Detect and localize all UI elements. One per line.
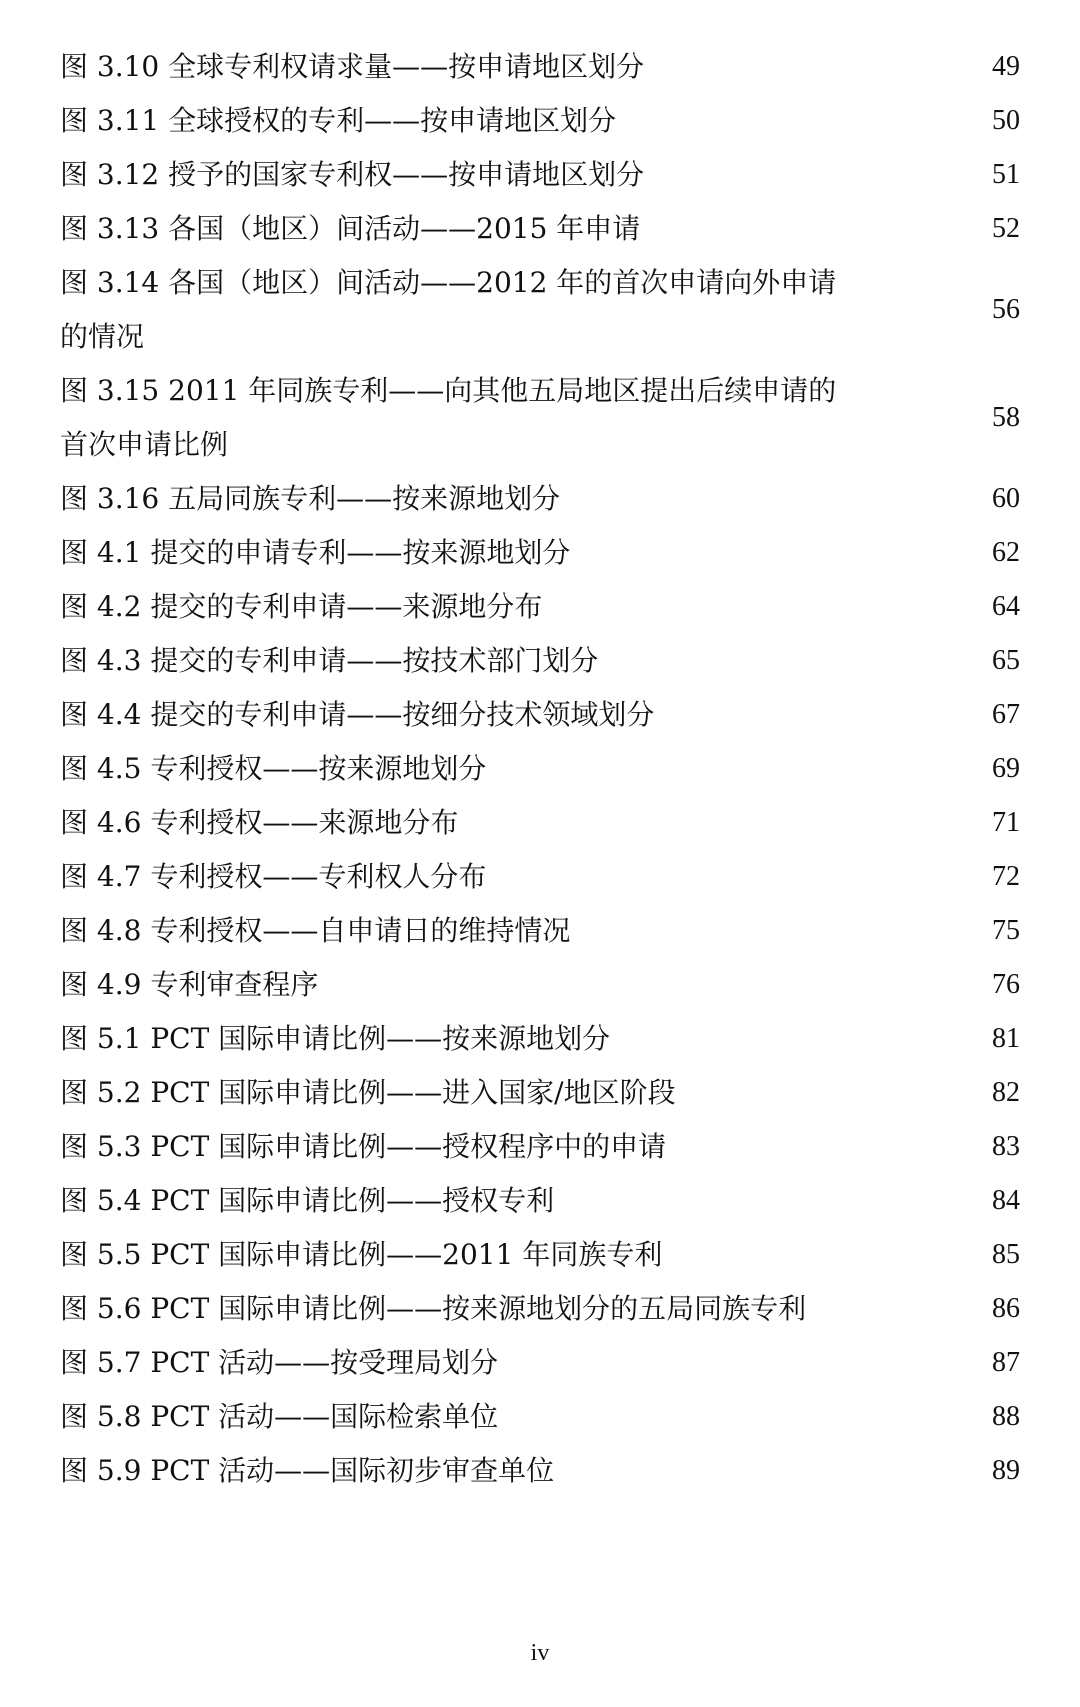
toc-item-label: 图 4.3 提交的专利申请——按技术部门划分 — [60, 644, 599, 677]
toc-item-page: 60 — [992, 483, 1020, 514]
toc-item[interactable] — [60, 1066, 1020, 1120]
toc-item[interactable] — [60, 796, 1020, 850]
toc-item[interactable] — [60, 1228, 1020, 1282]
toc-item-label: 图 3.16 五局同族专利——按来源地划分 — [60, 482, 561, 515]
toc-item-label: 图 3.10 全球专利权请求量——按申请地区划分 — [60, 50, 645, 83]
toc-item-page: 51 — [992, 159, 1020, 190]
toc-item[interactable] — [60, 1174, 1020, 1228]
toc-item-page: 75 — [992, 915, 1020, 946]
toc-item[interactable] — [60, 850, 1020, 904]
toc-item-label: 图 3.15 2011 年同族专利——向其他五局地区提出后续申请的首次申请比例 — [60, 374, 837, 461]
toc-item[interactable] — [60, 526, 1020, 580]
toc-item-label: 图 5.8 PCT 活动——国际检索单位 — [60, 1400, 499, 1433]
toc-item-page: 52 — [992, 213, 1020, 244]
toc-item[interactable] — [60, 1282, 1020, 1336]
toc-item-label: 图 5.4 PCT 国际申请比例——授权专利 — [60, 1184, 555, 1217]
toc-item-page: 72 — [992, 861, 1020, 892]
toc-item-page: 76 — [992, 969, 1020, 1000]
toc-item[interactable] — [60, 40, 1020, 94]
toc-item-label: 图 3.11 全球授权的专利——按申请地区划分 — [60, 104, 617, 137]
toc-item-page: 67 — [992, 699, 1020, 730]
toc-item-label: 图 5.1 PCT 国际申请比例——按来源地划分 — [60, 1022, 611, 1055]
toc-item-page: 69 — [992, 753, 1020, 784]
toc-item[interactable] — [60, 1390, 1020, 1444]
toc-item-label: 图 4.9 专利审查程序 — [60, 968, 319, 1001]
toc-item-page: 89 — [992, 1455, 1020, 1486]
toc-item[interactable] — [60, 148, 1020, 202]
toc-item-label: 图 5.5 PCT 国际申请比例——2011 年同族专利 — [60, 1238, 663, 1271]
toc-item-label: 图 5.9 PCT 活动——国际初步审查单位 — [60, 1454, 555, 1487]
toc-item[interactable] — [60, 256, 1020, 364]
toc-item-label: 图 4.1 提交的申请专利——按来源地划分 — [60, 536, 571, 569]
toc-item[interactable] — [60, 202, 1020, 256]
toc-item-page: 84 — [992, 1185, 1020, 1216]
toc-item[interactable] — [60, 1120, 1020, 1174]
toc-item[interactable] — [60, 364, 1020, 472]
toc-item-page: 81 — [992, 1023, 1020, 1054]
toc-item-page: 50 — [992, 105, 1020, 136]
toc-item-label: 图 4.8 专利授权——自申请日的维持情况 — [60, 914, 571, 947]
toc-item-label: 图 5.7 PCT 活动——按受理局划分 — [60, 1346, 499, 1379]
toc-item-page: 62 — [992, 537, 1020, 568]
toc-item[interactable] — [60, 1336, 1020, 1390]
toc-item-label: 图 5.2 PCT 国际申请比例——进入国家/地区阶段 — [60, 1076, 676, 1109]
toc-item-page: 87 — [992, 1347, 1020, 1378]
toc-item-label: 图 3.12 授予的国家专利权——按申请地区划分 — [60, 158, 645, 191]
toc-item-page: 88 — [992, 1401, 1020, 1432]
toc-item[interactable] — [60, 904, 1020, 958]
toc-item[interactable] — [60, 1012, 1020, 1066]
toc-item-page: 82 — [992, 1077, 1020, 1108]
toc-item-label: 图 4.4 提交的专利申请——按细分技术领域划分 — [60, 698, 655, 731]
toc-item[interactable] — [60, 634, 1020, 688]
toc-item-label: 图 5.6 PCT 国际申请比例——按来源地划分的五局同族专利 — [60, 1292, 807, 1325]
toc-item-label: 图 4.2 提交的专利申请——来源地分布 — [60, 590, 543, 623]
toc-item-label: 图 4.6 专利授权——来源地分布 — [60, 806, 459, 839]
table-of-figures — [60, 40, 1020, 1498]
toc-item-page: 65 — [992, 645, 1020, 676]
toc-item-page: 64 — [992, 591, 1020, 622]
toc-item[interactable] — [60, 1444, 1020, 1498]
toc-item-page: 85 — [992, 1239, 1020, 1270]
footer-page-number: iv — [530, 1640, 550, 1666]
toc-item-label: 图 5.3 PCT 国际申请比例——授权程序中的申请 — [60, 1130, 667, 1163]
toc-item[interactable] — [60, 472, 1020, 526]
toc-item[interactable] — [60, 580, 1020, 634]
toc-item-page: 56 — [992, 294, 1020, 325]
toc-item-page: 86 — [992, 1293, 1020, 1324]
toc-item-label: 图 4.5 专利授权——按来源地划分 — [60, 752, 487, 785]
toc-item-label: 图 4.7 专利授权——专利权人分布 — [60, 860, 487, 893]
toc-item-page: 83 — [992, 1131, 1020, 1162]
toc-item[interactable] — [60, 688, 1020, 742]
toc-item-label: 图 3.14 各国（地区）间活动——2012 年的首次申请向外申请的情况 — [60, 266, 837, 353]
toc-item[interactable] — [60, 94, 1020, 148]
toc-item[interactable] — [60, 742, 1020, 796]
toc-item-label: 图 3.13 各国（地区）间活动——2015 年申请 — [60, 212, 641, 245]
toc-item-page: 49 — [992, 51, 1020, 82]
toc-item[interactable] — [60, 958, 1020, 1012]
toc-item-page: 58 — [992, 402, 1020, 433]
toc-item-page: 71 — [992, 807, 1020, 838]
